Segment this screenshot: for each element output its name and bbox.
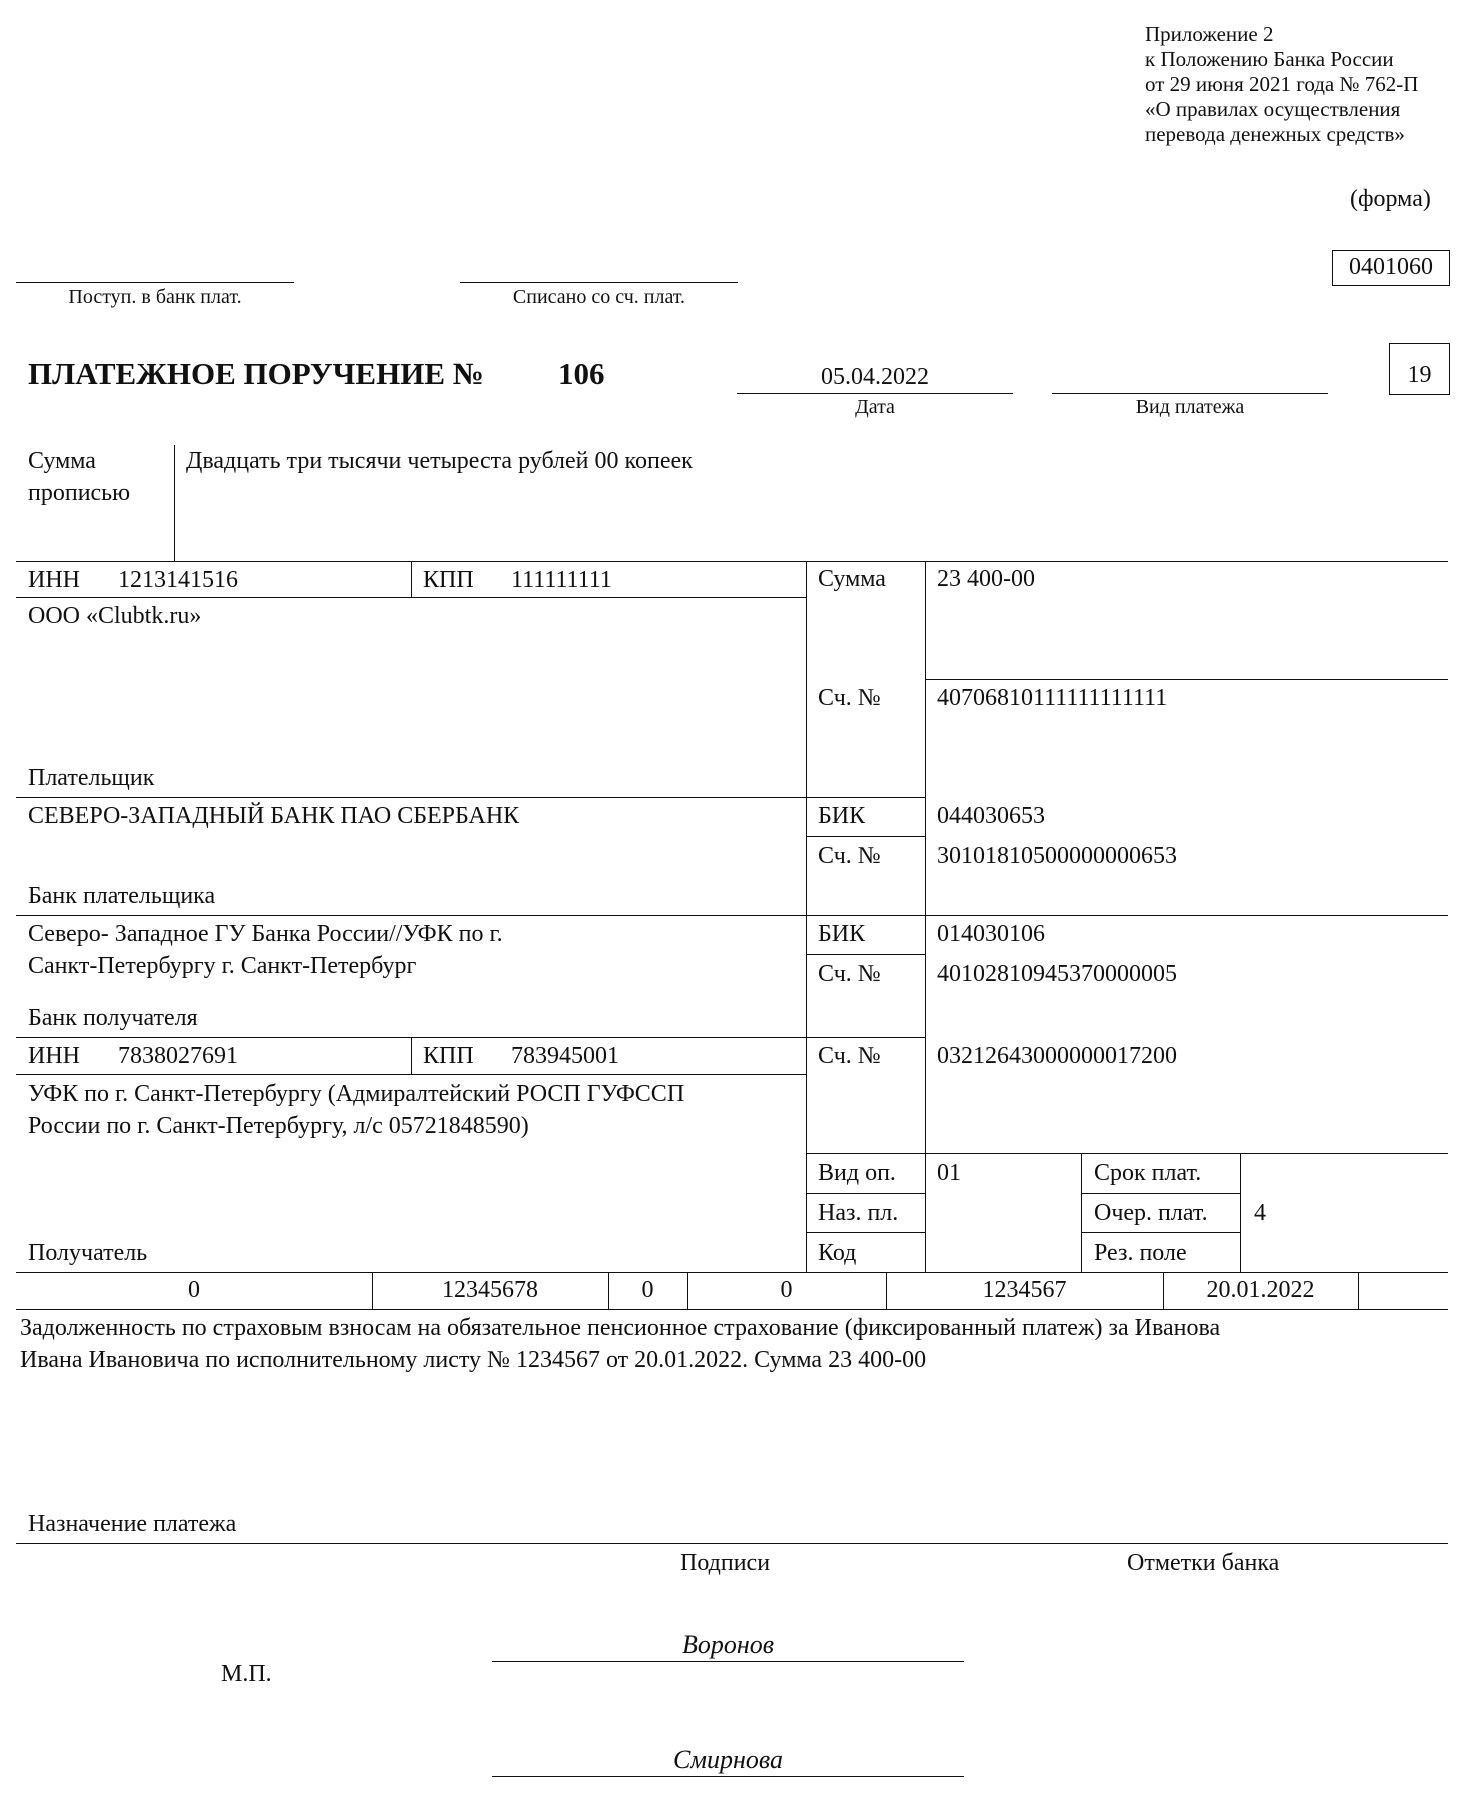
grid-line bbox=[16, 915, 1448, 916]
grid-line bbox=[1081, 1153, 1082, 1272]
grid-line bbox=[1358, 1272, 1359, 1309]
grid-line bbox=[16, 1037, 926, 1038]
grid-line bbox=[1081, 1193, 1241, 1194]
grid-line bbox=[806, 836, 926, 837]
payee-inn: 7838027691 bbox=[118, 1043, 238, 1069]
sum-label: Сумма bbox=[818, 566, 886, 592]
grid-line bbox=[16, 597, 806, 598]
payer-name: ООО «Clubtk.ru» bbox=[28, 603, 202, 629]
grid-line bbox=[925, 561, 926, 1272]
payer-bank-bik-label: БИК bbox=[818, 803, 866, 829]
order-title: ПЛАТЕЖНОЕ ПОРУЧЕНИЕ № bbox=[28, 356, 484, 391]
payee-bank-name-2: Санкт-Петербургу г. Санкт-Петербург bbox=[28, 953, 417, 979]
stamp-label: М.П. bbox=[221, 1661, 272, 1687]
form-label: (форма) bbox=[1350, 186, 1431, 212]
payee-account-label: Сч. № bbox=[818, 1043, 881, 1069]
payee-bank-name-1: Северо- Западное ГУ Банка России//УФК по г. bbox=[28, 921, 503, 947]
payee-inn-label: ИНН bbox=[28, 1043, 80, 1069]
tax-field: 1234567 bbox=[982, 1277, 1067, 1303]
purpose-label: Назначение платежа bbox=[28, 1511, 237, 1537]
payer-label: Плательщик bbox=[28, 765, 155, 791]
grid-line bbox=[806, 954, 926, 955]
received-label: Поступ. в банк плат. bbox=[68, 286, 242, 308]
tax-field: 0 bbox=[188, 1277, 200, 1303]
grid-line bbox=[806, 1153, 1448, 1154]
tax-field: 0 bbox=[780, 1277, 793, 1303]
operation-type: 01 bbox=[937, 1160, 961, 1186]
received-line bbox=[16, 282, 294, 283]
purpose-code-label: Наз. пл. bbox=[818, 1200, 899, 1226]
tax-field: 20.01.2022 bbox=[1206, 1277, 1315, 1303]
payee-bank-account-label: Сч. № bbox=[818, 961, 881, 987]
signature-smirnova: Смирнова bbox=[673, 1745, 783, 1774]
payer-kpp: 111111111 bbox=[511, 567, 612, 593]
order-number: 106 bbox=[558, 356, 605, 391]
grid-line bbox=[16, 1074, 806, 1075]
tax-field: 0 bbox=[641, 1277, 654, 1303]
appendix-line: от 29 июня 2021 года № 762-П bbox=[1145, 72, 1419, 96]
code-label: Код bbox=[818, 1240, 857, 1266]
debited-line bbox=[460, 282, 738, 283]
order-date: 05.04.2022 bbox=[821, 364, 929, 390]
payee-name-1: УФК по г. Санкт-Петербургу (Адмиралтейский РОСП ГУФССП bbox=[28, 1081, 685, 1107]
payer-inn-label: ИНН bbox=[28, 567, 80, 593]
payer-bank-name: СЕВЕРО-ЗАПАДНЫЙ БАНК ПАО СБЕРБАНК bbox=[28, 803, 520, 829]
signature-voronov: Воронов bbox=[681, 1630, 775, 1659]
payer-bank-account-label: Сч. № bbox=[818, 843, 881, 869]
grid-line bbox=[16, 561, 1448, 562]
operation-type-label: Вид оп. bbox=[818, 1160, 896, 1186]
payee-label: Получатель bbox=[28, 1240, 148, 1266]
signature-line bbox=[492, 1661, 964, 1662]
bank-marks-label: Отметки банка bbox=[1127, 1550, 1280, 1576]
payment-type-line bbox=[1052, 393, 1328, 394]
form-code: 0401060 bbox=[1332, 250, 1450, 286]
grid-line bbox=[806, 1232, 926, 1233]
grid-line bbox=[806, 561, 807, 1272]
grid-line bbox=[411, 1037, 412, 1074]
payer-inn: 1213141516 bbox=[118, 567, 238, 593]
payee-account: 03212643000000017200 bbox=[937, 1043, 1177, 1069]
date-label: Дата bbox=[855, 396, 895, 418]
status-code-box: 19 bbox=[1389, 343, 1450, 395]
payee-kpp-label: КПП bbox=[423, 1043, 474, 1069]
appendix-line: «О правилах осуществления bbox=[1145, 97, 1401, 121]
payee-bank-bik-label: БИК bbox=[818, 921, 866, 947]
reserve-label: Рез. поле bbox=[1094, 1240, 1187, 1266]
payer-bank-account: 30101810500000000653 bbox=[937, 843, 1177, 869]
priority-value: 4 bbox=[1254, 1200, 1266, 1226]
signature-line bbox=[492, 1776, 964, 1777]
grid-line bbox=[806, 1193, 926, 1194]
amount-words-value: Двадцать три тысячи четыреста рублей 00 копеек bbox=[186, 448, 693, 474]
amount-words-label-1: Сумма bbox=[28, 448, 96, 474]
grid-line bbox=[925, 679, 1448, 680]
date-line bbox=[737, 393, 1013, 394]
grid-line bbox=[16, 797, 926, 798]
payer-account: 40706810111111111111 bbox=[937, 685, 1168, 711]
payer-kpp-label: КПП bbox=[423, 567, 474, 593]
debited-label: Списано со сч. плат. bbox=[512, 286, 686, 308]
grid-line bbox=[16, 1272, 1448, 1273]
sum-value: 23 400-00 bbox=[937, 566, 1035, 592]
payee-bank-bik: 014030106 bbox=[937, 921, 1045, 947]
appendix-header bbox=[1145, 22, 1418, 147]
grid-line bbox=[411, 561, 412, 597]
payer-account-label: Сч. № bbox=[818, 685, 881, 711]
priority-label: Очер. плат. bbox=[1094, 1200, 1208, 1226]
payee-name-2: России по г. Санкт-Петербургу, л/с 05721848590) bbox=[28, 1113, 529, 1139]
payee-bank-account: 40102810945370000005 bbox=[937, 961, 1177, 987]
payer-bank-label: Банк плательщика bbox=[28, 883, 216, 909]
appendix-line: перевода денежных средств» bbox=[1145, 122, 1405, 146]
grid-line bbox=[1081, 1232, 1241, 1233]
signatures-label: Подписи bbox=[680, 1550, 771, 1576]
grid-line bbox=[16, 1309, 1448, 1310]
appendix-line: к Положению Банка России bbox=[1145, 47, 1394, 71]
tax-field: 12345678 bbox=[442, 1277, 538, 1303]
appendix-line: Приложение 2 bbox=[1145, 22, 1274, 46]
purpose-line-2: Ивана Ивановича по исполнительному листу № 1234567 от 20.01.2022. Сумма 23 400-00 bbox=[20, 1347, 927, 1373]
amount-words-divider bbox=[174, 445, 175, 561]
payee-kpp: 783945001 bbox=[511, 1043, 619, 1069]
payment-type-label: Вид платежа bbox=[1135, 396, 1245, 418]
purpose-bottom-line bbox=[16, 1543, 1448, 1544]
payee-bank-label: Банк получателя bbox=[28, 1005, 198, 1031]
payer-bank-bik: 044030653 bbox=[937, 803, 1045, 829]
amount-words-label-2: прописью bbox=[28, 480, 131, 506]
due-label: Срок плат. bbox=[1094, 1160, 1202, 1186]
purpose-line-1: Задолженность по страховым взносам на обязательное пенсионное страхование (фиксированный платеж) за Иванова bbox=[20, 1315, 1221, 1341]
grid-line bbox=[1240, 1153, 1241, 1272]
